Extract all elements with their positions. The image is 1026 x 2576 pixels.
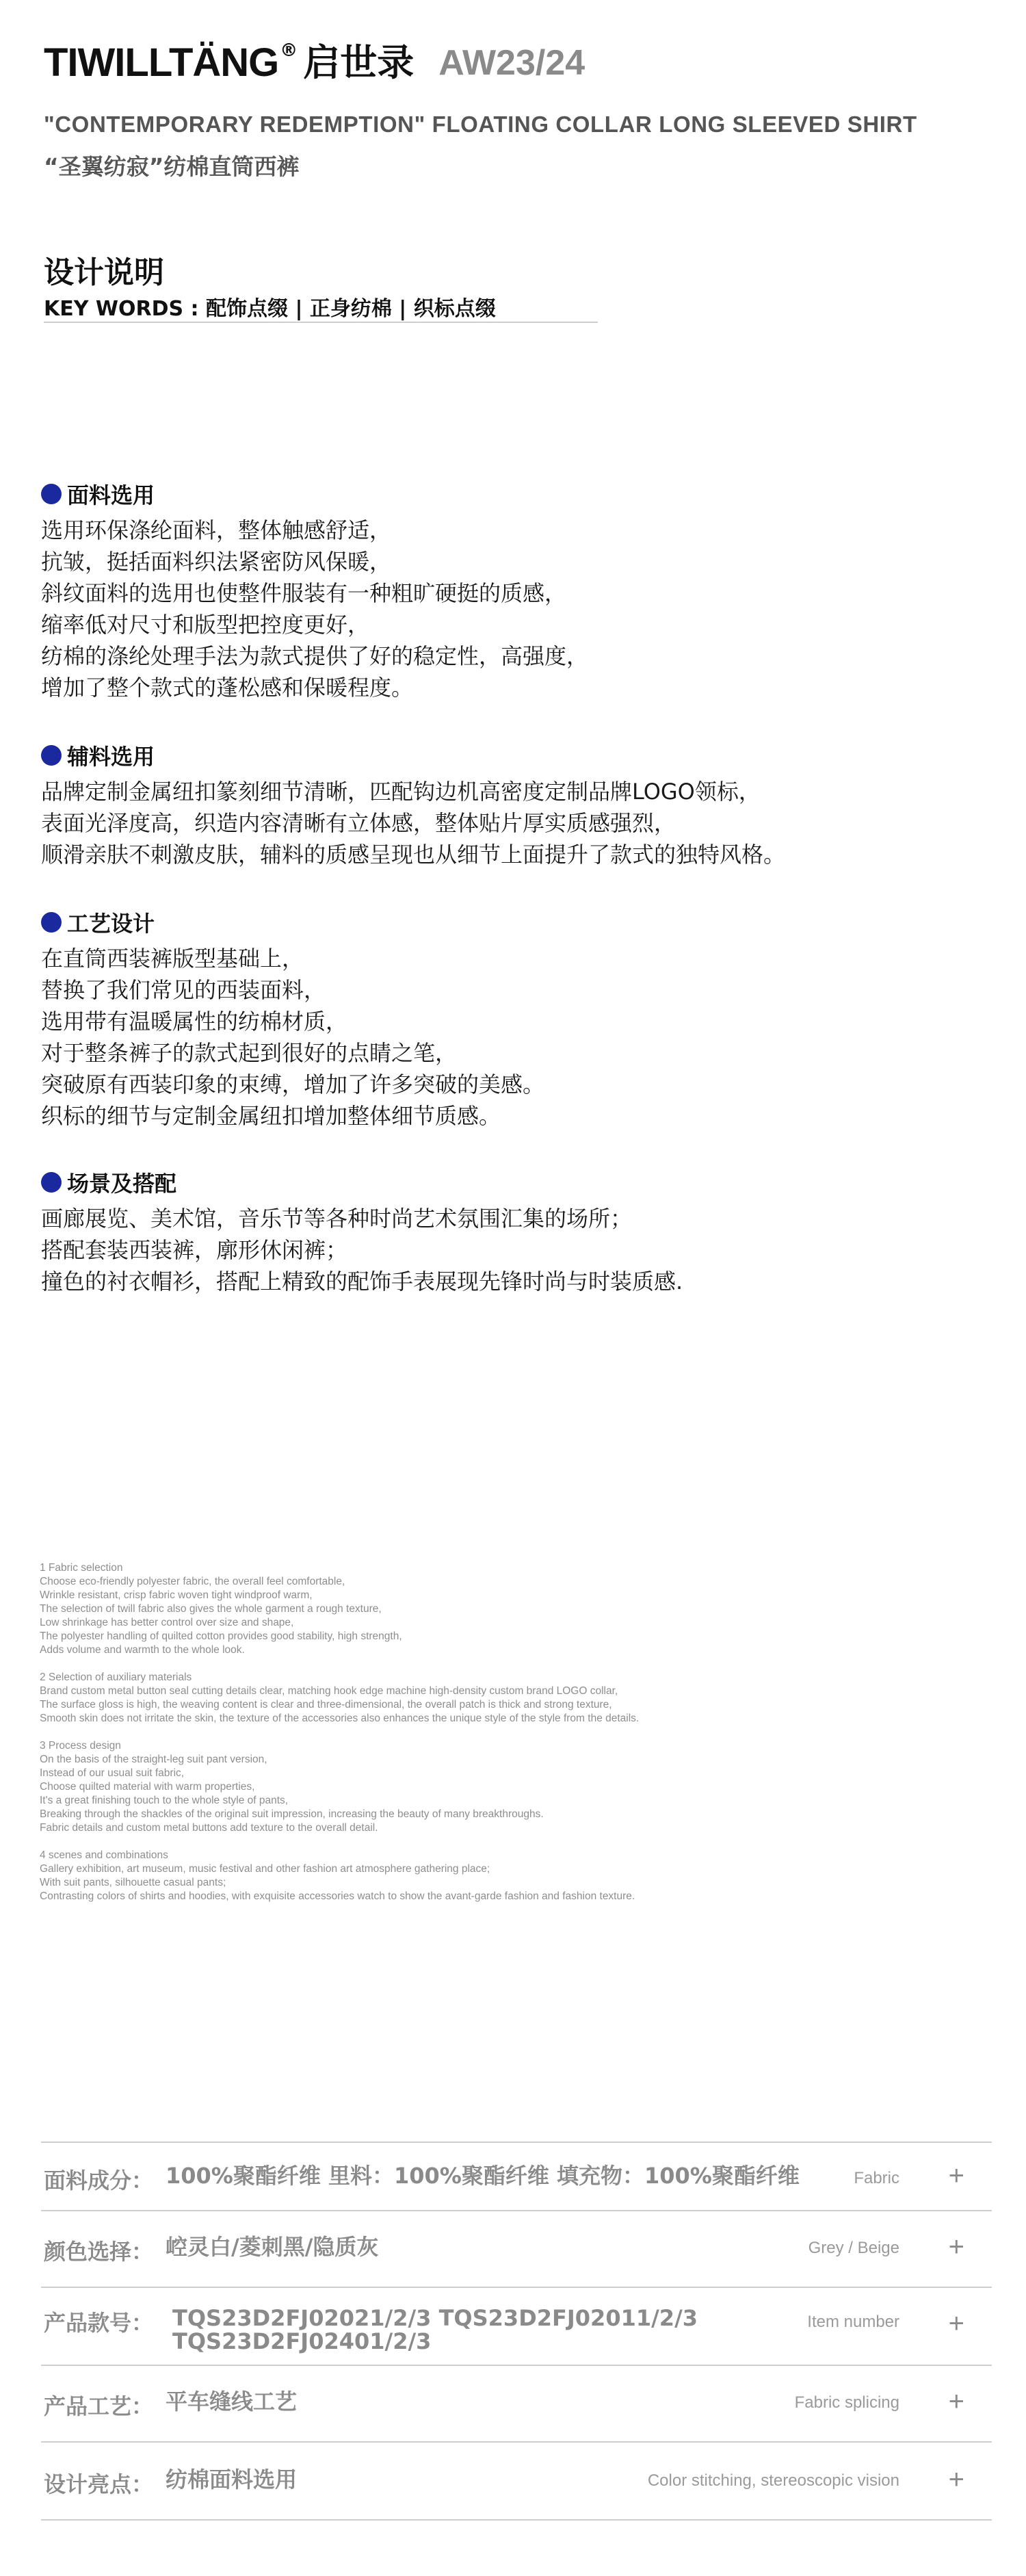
english-line: 1 Fabric selection — [40, 1562, 123, 1574]
spec-table — [41, 2142, 992, 2521]
english-line: 3 Process design — [40, 1740, 121, 1752]
keywords-line: KEY WORDS : 配饰点缀 | 正身纺棉 | 织标点缀 — [44, 297, 496, 321]
section-line: 纺棉的涤纶处理手法为款式提供了好的稳定性，高强度， — [41, 643, 589, 669]
spec-label: 面料成分： — [44, 2168, 154, 2194]
section-process — [41, 907, 544, 1132]
spec-row-highlights[interactable] — [41, 2443, 992, 2521]
english-line: Gallery exhibition, art museum, music festival and other fashion art atmosphere gathering place; — [40, 1863, 490, 1875]
english-line: 4 scenes and combinations — [40, 1849, 168, 1861]
section-line: 在直筒西装裤版型基础上， — [41, 946, 304, 972]
english-line: With suit pants, silhouette casual pants; — [40, 1877, 226, 1888]
english-line: Smooth skin does not irritate the skin, the texture of the accessories also enhances the unique style of the style from the details. — [40, 1713, 640, 1724]
english-line: It's a great finishing touch to the whole style of pants, — [40, 1795, 289, 1806]
section-line: 突破原有西装印象的束缚，增加了许多突破的美感。 — [41, 1071, 545, 1097]
section-title: 面料选用 — [67, 482, 155, 508]
section-line: 斜纹面料的选用也使整件服装有一种粗旷硬挺的质感， — [41, 580, 567, 606]
spec-value: 纺棉面料选用 — [166, 2467, 298, 2493]
section-line: 表面光泽度高，织造内容清晰有立体感，整体贴片厚实质感强烈， — [41, 810, 676, 836]
section-line: 织标的细节与定制金属纽扣增加整体细节质感。 — [41, 1103, 501, 1129]
expand-plus-icon[interactable]: + — [948, 2464, 964, 2495]
english-line: Contrasting colors of shirts and hoodies, with exquisite accessories watch to show the avant-garde fashion and fashion texture. — [40, 1890, 635, 1902]
spec-label: 颜色选择： — [44, 2239, 154, 2265]
spec-label: 设计亮点： — [44, 2471, 154, 2497]
spec-label: 产品工艺： — [44, 2393, 154, 2419]
english-line: Fabric details and custom metal buttons add texture to the overall detail. — [40, 1822, 378, 1834]
spec-row-item-number[interactable] — [41, 2288, 992, 2366]
expand-plus-icon[interactable]: + — [948, 2386, 964, 2417]
spec-label: 产品款号： — [44, 2310, 154, 2336]
expand-plus-icon[interactable]: + — [948, 2161, 964, 2191]
english-line: Brand custom metal button seal cutting details clear, matching hook edge machine high-density custom brand LOGO collar, — [40, 1685, 618, 1697]
spec-en-label: Color stitching, stereoscopic vision — [647, 2471, 899, 2490]
spec-value: 平车缝线工艺 — [166, 2389, 298, 2415]
english-line: Choose eco-friendly polyester fabric, the overall feel comfortable, — [40, 1576, 345, 1587]
expand-plus-icon[interactable]: + — [948, 2308, 964, 2339]
section-line: 增加了整个款式的蓬松感和保暖程度。 — [41, 675, 414, 701]
season-label: AW23/24 — [438, 43, 586, 83]
section-scenes — [41, 1167, 683, 1297]
section-line: 画廊展览、美术馆，音乐节等各种时尚艺术氛围汇集的场所； — [41, 1206, 633, 1232]
english-line: On the basis of the straight-leg suit pant version, — [40, 1754, 267, 1765]
english-translation — [40, 1561, 997, 1917]
spec-value: TQS23D2FJ02021/2/3 TQS23D2FJ02011/2/3 — [172, 2305, 698, 2331]
spec-row-fabric[interactable] — [41, 2143, 992, 2211]
section-title: 工艺设计 — [67, 911, 155, 937]
spec-row-color[interactable] — [41, 2211, 992, 2288]
section-fabric — [41, 479, 588, 703]
keywords-divider — [44, 322, 598, 323]
english-block — [40, 1561, 997, 1657]
section-title: 场景及搭配 — [67, 1171, 177, 1197]
spec-row-craft[interactable] — [41, 2366, 992, 2443]
spec-value: 崆灵白/菱刺黑/隐质灰 — [166, 2234, 379, 2260]
registered-mark: ® — [280, 40, 298, 61]
spec-en-label: Item number — [807, 2313, 899, 2331]
english-line: Adds volume and warmth to the whole look. — [40, 1644, 245, 1656]
english-line: Instead of our usual suit fabric, — [40, 1767, 185, 1779]
english-line: Low shrinkage has better control over size and shape, — [40, 1617, 294, 1628]
bullet-dot-icon — [41, 912, 62, 933]
spec-value: 100%聚酯纤维 里料：100%聚酯纤维 填充物：100%聚酯纤维 — [166, 2163, 800, 2189]
bullet-dot-icon — [41, 484, 62, 504]
spec-value-line2: TQS23D2FJ02401/2/3 — [172, 2328, 432, 2354]
english-line: The surface gloss is high, the weaving content is clear and three-dimensional, the overall patch is thick and strong texture, — [40, 1699, 612, 1710]
bullet-dot-icon — [41, 1172, 62, 1193]
spec-en-label: Fabric — [854, 2169, 899, 2187]
section-line: 对于整条裤子的款式起到很好的点睛之笔， — [41, 1040, 458, 1066]
section-title: 辅料选用 — [67, 744, 155, 770]
brand-chinese-name: 启世录 — [303, 41, 415, 84]
section-line: 替换了我们常见的西装面料， — [41, 977, 326, 1003]
section-auxiliary — [41, 740, 785, 870]
spec-en-label: Grey / Beige — [808, 2239, 899, 2257]
english-line: The polyester handling of quilted cotton provides good stability, high strength, — [40, 1630, 402, 1642]
section-line: 品牌定制金属纽扣篆刻细节清晰，匹配钩边机高密度定制品牌LOGO领标， — [41, 779, 761, 805]
expand-plus-icon[interactable]: + — [948, 2232, 964, 2262]
section-line: 撞色的衬衣帽衫，搭配上精致的配饰手表展现先锋时尚与时装质感. — [41, 1269, 683, 1294]
section-line: 缩率低对尺寸和版型把控度更好， — [41, 612, 370, 638]
section-line: 选用带有温暖属性的纺棉材质， — [41, 1009, 348, 1035]
design-heading: 设计说明 — [44, 255, 164, 290]
section-line: 选用环保涤纶面料，整体触感舒适， — [41, 517, 392, 543]
section-line: 顺滑亲肤不刺激皮肤，辅料的质感呈现也从细节上面提升了款式的独特风格。 — [41, 842, 786, 868]
english-block — [40, 1739, 997, 1835]
english-line: Wrinkle resistant, crisp fabric woven tight windproof warm, — [40, 1589, 313, 1601]
brand-header — [44, 36, 585, 90]
english-line: The selection of twill fabric also gives the whole garment a rough texture, — [40, 1603, 382, 1615]
english-line: 2 Selection of auxiliary materials — [40, 1671, 192, 1683]
spec-en-label: Fabric splicing — [794, 2393, 899, 2412]
english-line: Breaking through the shackles of the original suit impression, increasing the beauty of many breakthroughs. — [40, 1808, 544, 1820]
english-block — [40, 1671, 997, 1726]
bullet-dot-icon — [41, 745, 62, 766]
english-block — [40, 1849, 997, 1903]
brand-logo: TIWILLTÄNG — [44, 40, 279, 85]
english-line: Choose quilted material with warm properties, — [40, 1781, 255, 1793]
section-line: 搭配套装西装裤，廓形休闲裤； — [41, 1237, 348, 1263]
section-line: 抗皱，挺括面料织法紧密防风保暖， — [41, 549, 392, 575]
product-title-en: "CONTEMPORARY REDEMPTION" FLOATING COLLAR LONG SLEEVED SHIRT — [44, 112, 917, 137]
product-title-cn: “圣翼纺寂”纺棉直筒西裤 — [44, 153, 300, 180]
